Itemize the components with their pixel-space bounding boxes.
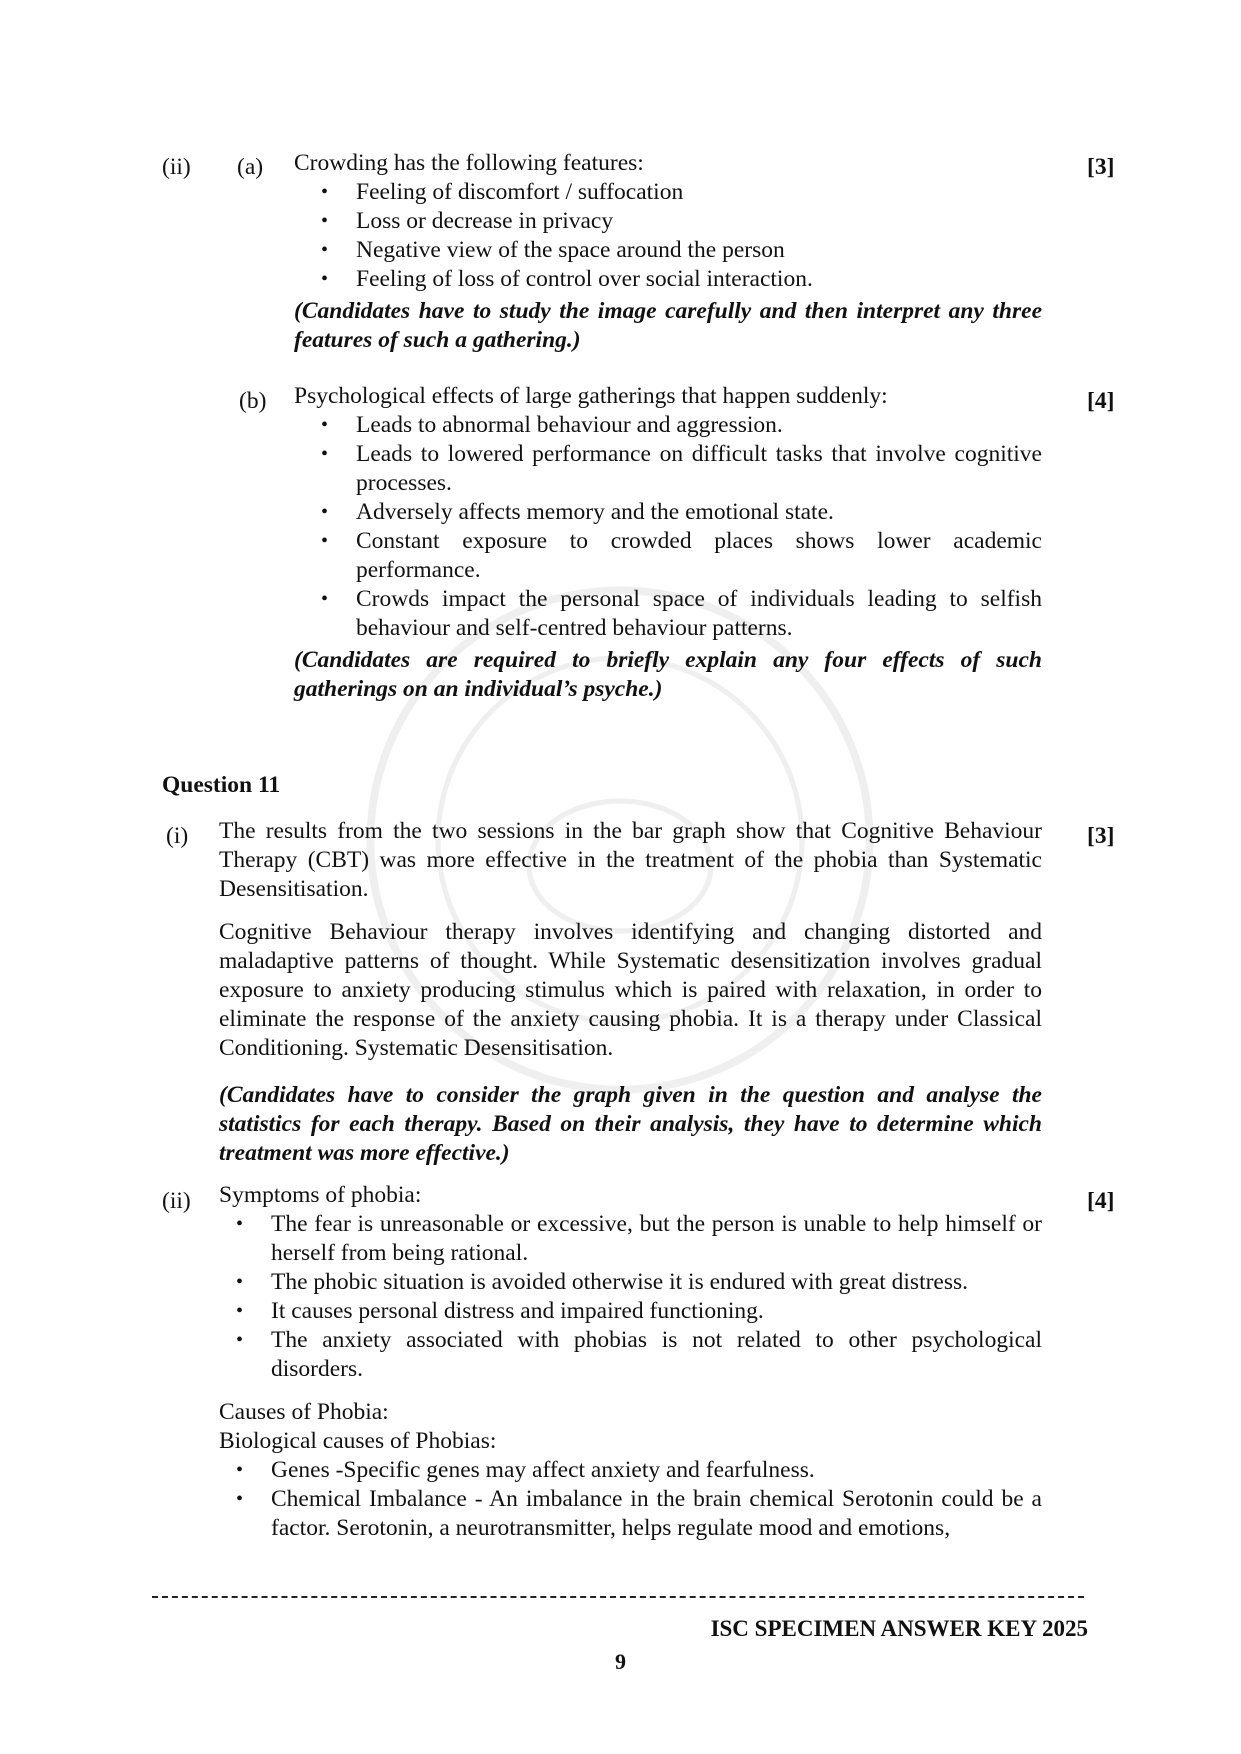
page-number: 9 [615,1649,626,1674]
marks-i: [3] [1087,823,1115,849]
intro-text: Psychological effects of large gatherings that happen suddenly: [294,383,888,409]
candidate-note: (Candidates have to study the image carefully and then interpret any three features of such a gathering.) [294,298,1042,353]
list-item: • Chemical Imbalance - An imbalance in the brain chemical Serotonin could be a factor. Serotonin, a neurotransmitter, helps regulate mood and emotions, [271,1485,1042,1543]
candidate-note: (Candidates have to consider the graph given in the question and analyse the statistics for each therapy. Based on their analysis, they have to determine which treatment was more effective.) [219,1082,1042,1166]
part-number-ii: (ii) [162,154,191,180]
list-item: • Genes -Specific genes may affect anxiety and fearfulness. [271,1456,1042,1485]
section-title: Biological causes of Phobias: [219,1428,497,1454]
part-number-i: (i) [166,823,189,849]
bullet-list [356,178,1042,294]
answer-block-a [294,149,1042,355]
intro-text: Crowding has the following features: [294,150,644,176]
bullet-list [271,1210,1042,1384]
bullet-list [271,1456,1042,1543]
answer-paragraph: Cognitive Behaviour therapy involves identifying and changing distorted and maladaptive patterns of thought. While Systematic desensitization involves gradual exposure to anxiety producing stimulus which is paired with relaxation, in order to eliminate the response of the anxiety causing phobia. It is a therapy under Classical Conditioning. Systematic Desensitisation. [219,919,1042,1061]
list-item: • Feeling of discomfort / suffocation [356,178,1042,207]
section-title: Causes of Phobia: [219,1399,389,1425]
marks-b: [4] [1087,388,1115,414]
marks-ii: [4] [1087,1188,1115,1214]
list-item: • The fear is unreasonable or excessive, but the person is unable to help himself or herself from being rational. [271,1210,1042,1268]
intro-text: Symptoms of phobia: [219,1182,422,1208]
footer-title: ISC SPECIMEN ANSWER KEY 2025 [710,1616,1088,1641]
question-heading: Question 11 [162,772,281,798]
answer-block-i [219,817,1042,1168]
bullet-list [356,411,1042,643]
list-item: • Crowds impact the personal space of individuals leading to selfish behaviour and self-centred behaviour patterns. [356,585,1042,643]
answer-paragraph: The results from the two sessions in the bar graph show that Cognitive Behaviour Therapy (CBT) was more effective in the treatment of the phobia than Systematic Desensitisation. [219,818,1042,902]
list-item: • Adversely affects memory and the emotional state. [356,498,1042,527]
answer-block-b [294,382,1042,704]
list-item: • It causes personal distress and impaired functioning. [271,1297,1042,1326]
candidate-note: (Candidates are required to briefly explain any four effects of such gatherings on an individual’s psyche.) [294,647,1042,702]
list-item: • Feeling of loss of control over social interaction. [356,265,1042,294]
subpart-label-a: (a) [237,154,264,180]
subpart-label-b: (b) [239,388,267,414]
list-item: • Leads to abnormal behaviour and aggression. [356,411,1042,440]
footer-divider [152,1596,1084,1598]
answer-block-ii [219,1181,1042,1543]
list-item: • The phobic situation is avoided otherwise it is endured with great distress. [271,1268,1042,1297]
list-item: • Leads to lowered performance on difficult tasks that involve cognitive processes. [356,440,1042,498]
marks-a: [3] [1087,154,1115,180]
part-number-ii: (ii) [162,1188,191,1214]
list-item: • Constant exposure to crowded places shows lower academic performance. [356,527,1042,585]
list-item: • The anxiety associated with phobias is not related to other psychological disorders. [271,1326,1042,1384]
list-item: • Loss or decrease in privacy [356,207,1042,236]
list-item: • Negative view of the space around the person [356,236,1042,265]
